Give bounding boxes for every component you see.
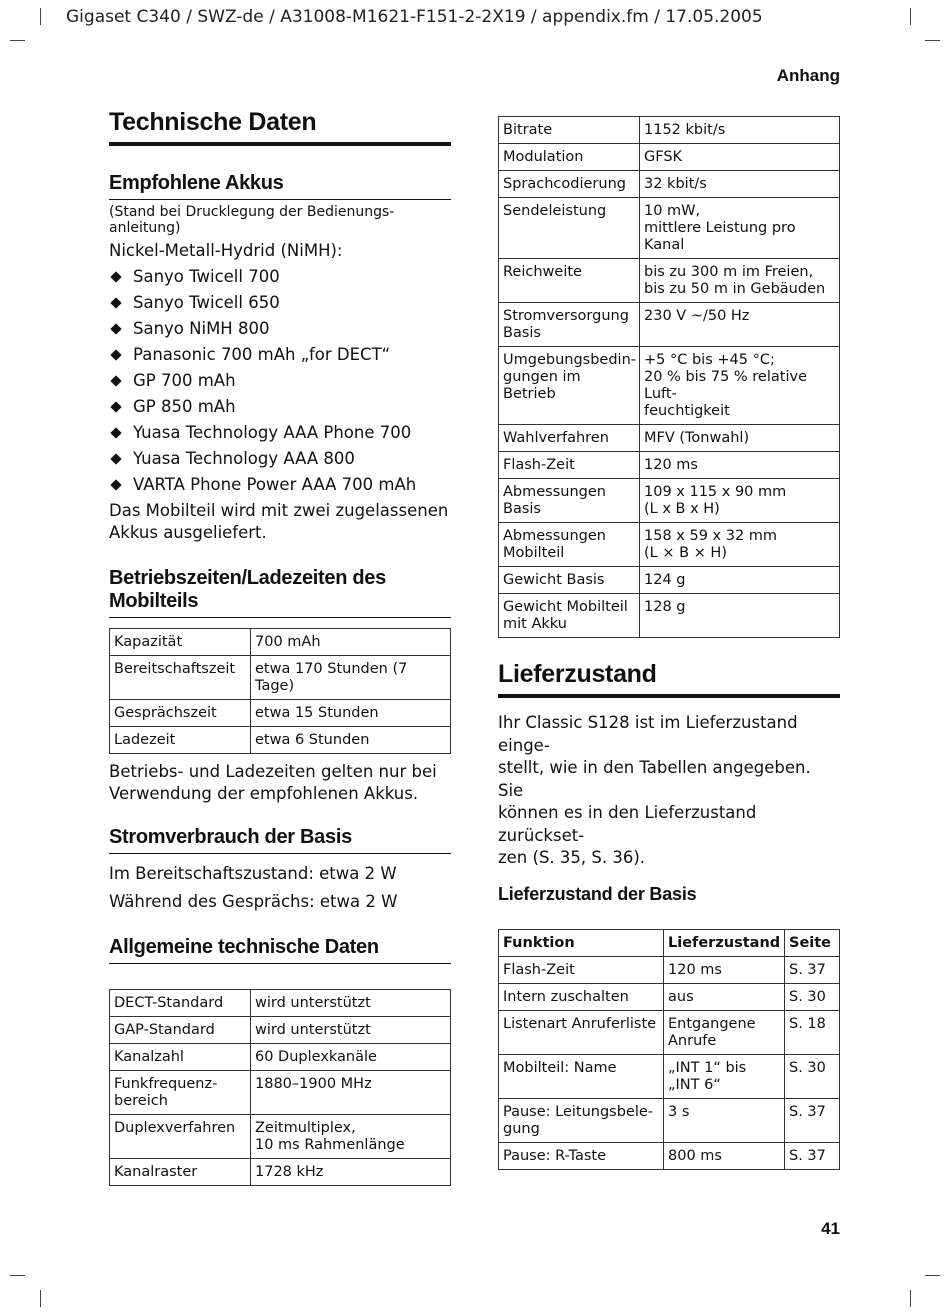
text-line: Während des Gesprächs: etwa 2 W [109, 891, 398, 911]
list-item: GP 700 mAh [109, 368, 451, 394]
table-row [499, 452, 840, 479]
text-line: stellt, wie in den Tabellen angegeben. Sie [498, 758, 811, 800]
table-row [499, 117, 840, 144]
table-cell: 109 x 115 x 90 mm (L x B x H) [640, 479, 840, 523]
crop-mark [10, 40, 25, 41]
table-cell: 1152 kbit/s [640, 117, 840, 144]
table-cell: etwa 15 Stunden [251, 699, 451, 726]
table-row [110, 655, 451, 699]
lieferzustand-table [498, 929, 840, 1170]
table-row [499, 956, 840, 983]
list-item: Sanyo NiMH 800 [109, 316, 451, 342]
table-cell: Entgangene Anrufe [664, 1010, 785, 1054]
right-column [498, 116, 840, 1170]
table-cell: S. 30 [785, 983, 840, 1010]
table-row [499, 1142, 840, 1169]
table-cell: Flash-Zeit [499, 956, 664, 983]
table-cell: Sendeleistung [499, 198, 640, 259]
section-label: Anhang [776, 66, 840, 85]
table-cell: S. 30 [785, 1054, 840, 1098]
column-header: Seite [785, 929, 840, 956]
table-cell: 128 g [640, 594, 840, 638]
list-item: Yuasa Technology AAA 800 [109, 446, 451, 472]
table-cell: S. 37 [785, 1142, 840, 1169]
table-cell: Modulation [499, 144, 640, 171]
table-cell: wird unterstützt [251, 1016, 451, 1043]
table-cell: Kanalraster [110, 1158, 251, 1185]
table-cell: Zeitmultiplex, 10 ms Rahmenlänge [251, 1114, 451, 1158]
akkus-note-line: (Stand bei Drucklegung der Bedienungs- [109, 204, 395, 220]
heading-line: Mobilteils [109, 589, 199, 612]
strom-text [109, 860, 451, 916]
list-item: Panasonic 700 mAh „for DECT“ [109, 342, 451, 368]
table-cell: Pause: Leitungsbele- gung [499, 1098, 664, 1142]
akkus-list [109, 264, 451, 498]
akkus-note [109, 204, 451, 236]
table-cell: Umgebungsbedin- gungen im Betrieb [499, 347, 640, 425]
text-line: Betriebs- und Ladezeiten gelten nur bei [109, 761, 437, 781]
table-cell: Kapazität [110, 628, 251, 655]
table-cell: Gesprächszeit [110, 699, 251, 726]
table-cell: 158 x 59 x 32 mm (L × B × H) [640, 523, 840, 567]
table-cell: GFSK [640, 144, 840, 171]
lieferzustand-paragraph [498, 712, 840, 870]
text-line: Im Bereitschaftszustand: etwa 2 W [109, 863, 397, 883]
table-row [499, 425, 840, 452]
table-row [110, 1114, 451, 1158]
heading-allgemeine-daten: Allgemeine technische Daten [109, 936, 451, 964]
table-cell: 700 mAh [251, 628, 451, 655]
heading-empfohlene-akkus: Empfohlene Akkus [109, 172, 451, 200]
list-item: Yuasa Technology AAA Phone 700 [109, 420, 451, 446]
table-row [499, 1054, 840, 1098]
table-row [110, 1158, 451, 1185]
table-cell: Bitrate [499, 117, 640, 144]
table-cell: S. 18 [785, 1010, 840, 1054]
table-cell: GAP-Standard [110, 1016, 251, 1043]
allgemeine-daten-table [109, 989, 451, 1186]
table-cell: aus [664, 983, 785, 1010]
spec-table [498, 116, 840, 638]
table-row [499, 479, 840, 523]
heading-betriebszeiten [109, 567, 451, 618]
table-cell: 230 V ~/50 Hz [640, 303, 840, 347]
crop-mark [40, 1290, 41, 1307]
crop-mark [40, 8, 41, 25]
table-cell: 800 ms [664, 1142, 785, 1169]
heading-lieferzustand: Lieferzustand [498, 660, 840, 698]
table-cell: bis zu 300 m im Freien, bis zu 50 m in Gebäuden [640, 259, 840, 303]
table-cell: Wahlverfahren [499, 425, 640, 452]
left-column [109, 108, 451, 1186]
table-cell: Mobilteil: Name [499, 1054, 664, 1098]
table-cell: DECT-Standard [110, 989, 251, 1016]
running-header: Gigaset C340 / SWZ-de / A31008-M1621-F151-2-2X19 / appendix.fm / 17.05.2005 [66, 7, 763, 27]
table-row [499, 144, 840, 171]
table-row [499, 171, 840, 198]
table-row [110, 726, 451, 753]
text-line: Akkus ausgeliefert. [109, 523, 267, 542]
table-row [499, 983, 840, 1010]
heading-stromverbrauch: Stromverbrauch der Basis [109, 826, 451, 854]
table-row [499, 259, 840, 303]
akkus-outro [109, 500, 451, 545]
table-cell: Pause: R-Taste [499, 1142, 664, 1169]
list-item: VARTA Phone Power AAA 700 mAh [109, 472, 451, 498]
table-cell: Abmessungen Basis [499, 479, 640, 523]
table-cell: 120 ms [640, 452, 840, 479]
table-cell: Flash-Zeit [499, 452, 640, 479]
akkus-intro: Nickel-Metall-Hydrid (NiMH): [109, 241, 343, 260]
table-row [110, 628, 451, 655]
table-cell: Gewicht Mobilteil mit Akku [499, 594, 640, 638]
text-line: Verwendung der empfohlenen Akkus. [109, 784, 419, 803]
table-row [110, 1043, 451, 1070]
table-cell: S. 37 [785, 956, 840, 983]
crop-mark [910, 1290, 911, 1307]
crop-mark [925, 40, 940, 41]
table-cell: Bereitschaftszeit [110, 655, 251, 699]
table-cell: 32 kbit/s [640, 171, 840, 198]
table-cell: Intern zuschalten [499, 983, 664, 1010]
heading-lieferzustand-basis: Lieferzustand der Basis [498, 883, 697, 904]
table-cell: „INT 1“ bis „INT 6“ [664, 1054, 785, 1098]
list-item: GP 850 mAh [109, 394, 451, 420]
table-cell: S. 37 [785, 1098, 840, 1142]
table-cell: 120 ms [664, 956, 785, 983]
table-cell: Kanalzahl [110, 1043, 251, 1070]
table-cell: Sprachcodierung [499, 171, 640, 198]
table-cell: Duplexverfahren [110, 1114, 251, 1158]
table-row [499, 567, 840, 594]
table-cell: 1880–1900 MHz [251, 1070, 451, 1114]
text-line: zen (S. 35, S. 36). [498, 848, 646, 867]
table-cell: 124 g [640, 567, 840, 594]
table-cell: 60 Duplexkanäle [251, 1043, 451, 1070]
betriebszeiten-table [109, 628, 451, 754]
table-row [499, 594, 840, 638]
heading-line: Betriebszeiten/Ladezeiten des [109, 566, 386, 589]
crop-mark [10, 1275, 25, 1276]
table-cell: wird unterstützt [251, 989, 451, 1016]
page-number: 41 [821, 1219, 840, 1238]
table-cell: Gewicht Basis [499, 567, 640, 594]
betrieb-note [109, 761, 451, 806]
table-row [110, 1070, 451, 1114]
list-item: Sanyo Twicell 700 [109, 264, 451, 290]
table-cell: 10 mW, mittlere Leistung pro Kanal [640, 198, 840, 259]
table-row [499, 523, 840, 567]
table-row [499, 1098, 840, 1142]
table-cell: Reichweite [499, 259, 640, 303]
table-cell: 3 s [664, 1098, 785, 1142]
table-cell: MFV (Tonwahl) [640, 425, 840, 452]
table-cell: etwa 6 Stunden [251, 726, 451, 753]
table-row [499, 303, 840, 347]
table-cell: Abmessungen Mobilteil [499, 523, 640, 567]
table-row [499, 347, 840, 425]
table-cell: Listenart Anruferliste [499, 1010, 664, 1054]
table-row [499, 1010, 840, 1054]
table-header-row [499, 929, 840, 956]
column-header: Funktion [499, 929, 664, 956]
table-row [110, 699, 451, 726]
table-cell: etwa 170 Stunden (7 Tage) [251, 655, 451, 699]
crop-mark [910, 8, 911, 25]
table-row [499, 198, 840, 259]
table-cell: Funkfrequenz- bereich [110, 1070, 251, 1114]
table-cell: 1728 kHz [251, 1158, 451, 1185]
crop-mark [925, 1275, 940, 1276]
table-cell: Ladezeit [110, 726, 251, 753]
column-header: Lieferzustand [664, 929, 785, 956]
text-line: Ihr Classic S128 ist im Lieferzustand einge- [498, 713, 798, 755]
table-row [110, 989, 451, 1016]
text-line: können es in den Lieferzustand zurückset- [498, 803, 757, 845]
akkus-note-line: anleitung) [109, 220, 181, 236]
text-line: Das Mobilteil wird mit zwei zugelassenen [109, 500, 449, 520]
table-row [110, 1016, 451, 1043]
table-cell: Stromversorgung Basis [499, 303, 640, 347]
page-title: Technische Daten [109, 108, 451, 146]
table-cell: +5 °C bis +45 °C; 20 % bis 75 % relative Luft- feuchtigkeit [640, 347, 840, 425]
list-item: Sanyo Twicell 650 [109, 290, 451, 316]
